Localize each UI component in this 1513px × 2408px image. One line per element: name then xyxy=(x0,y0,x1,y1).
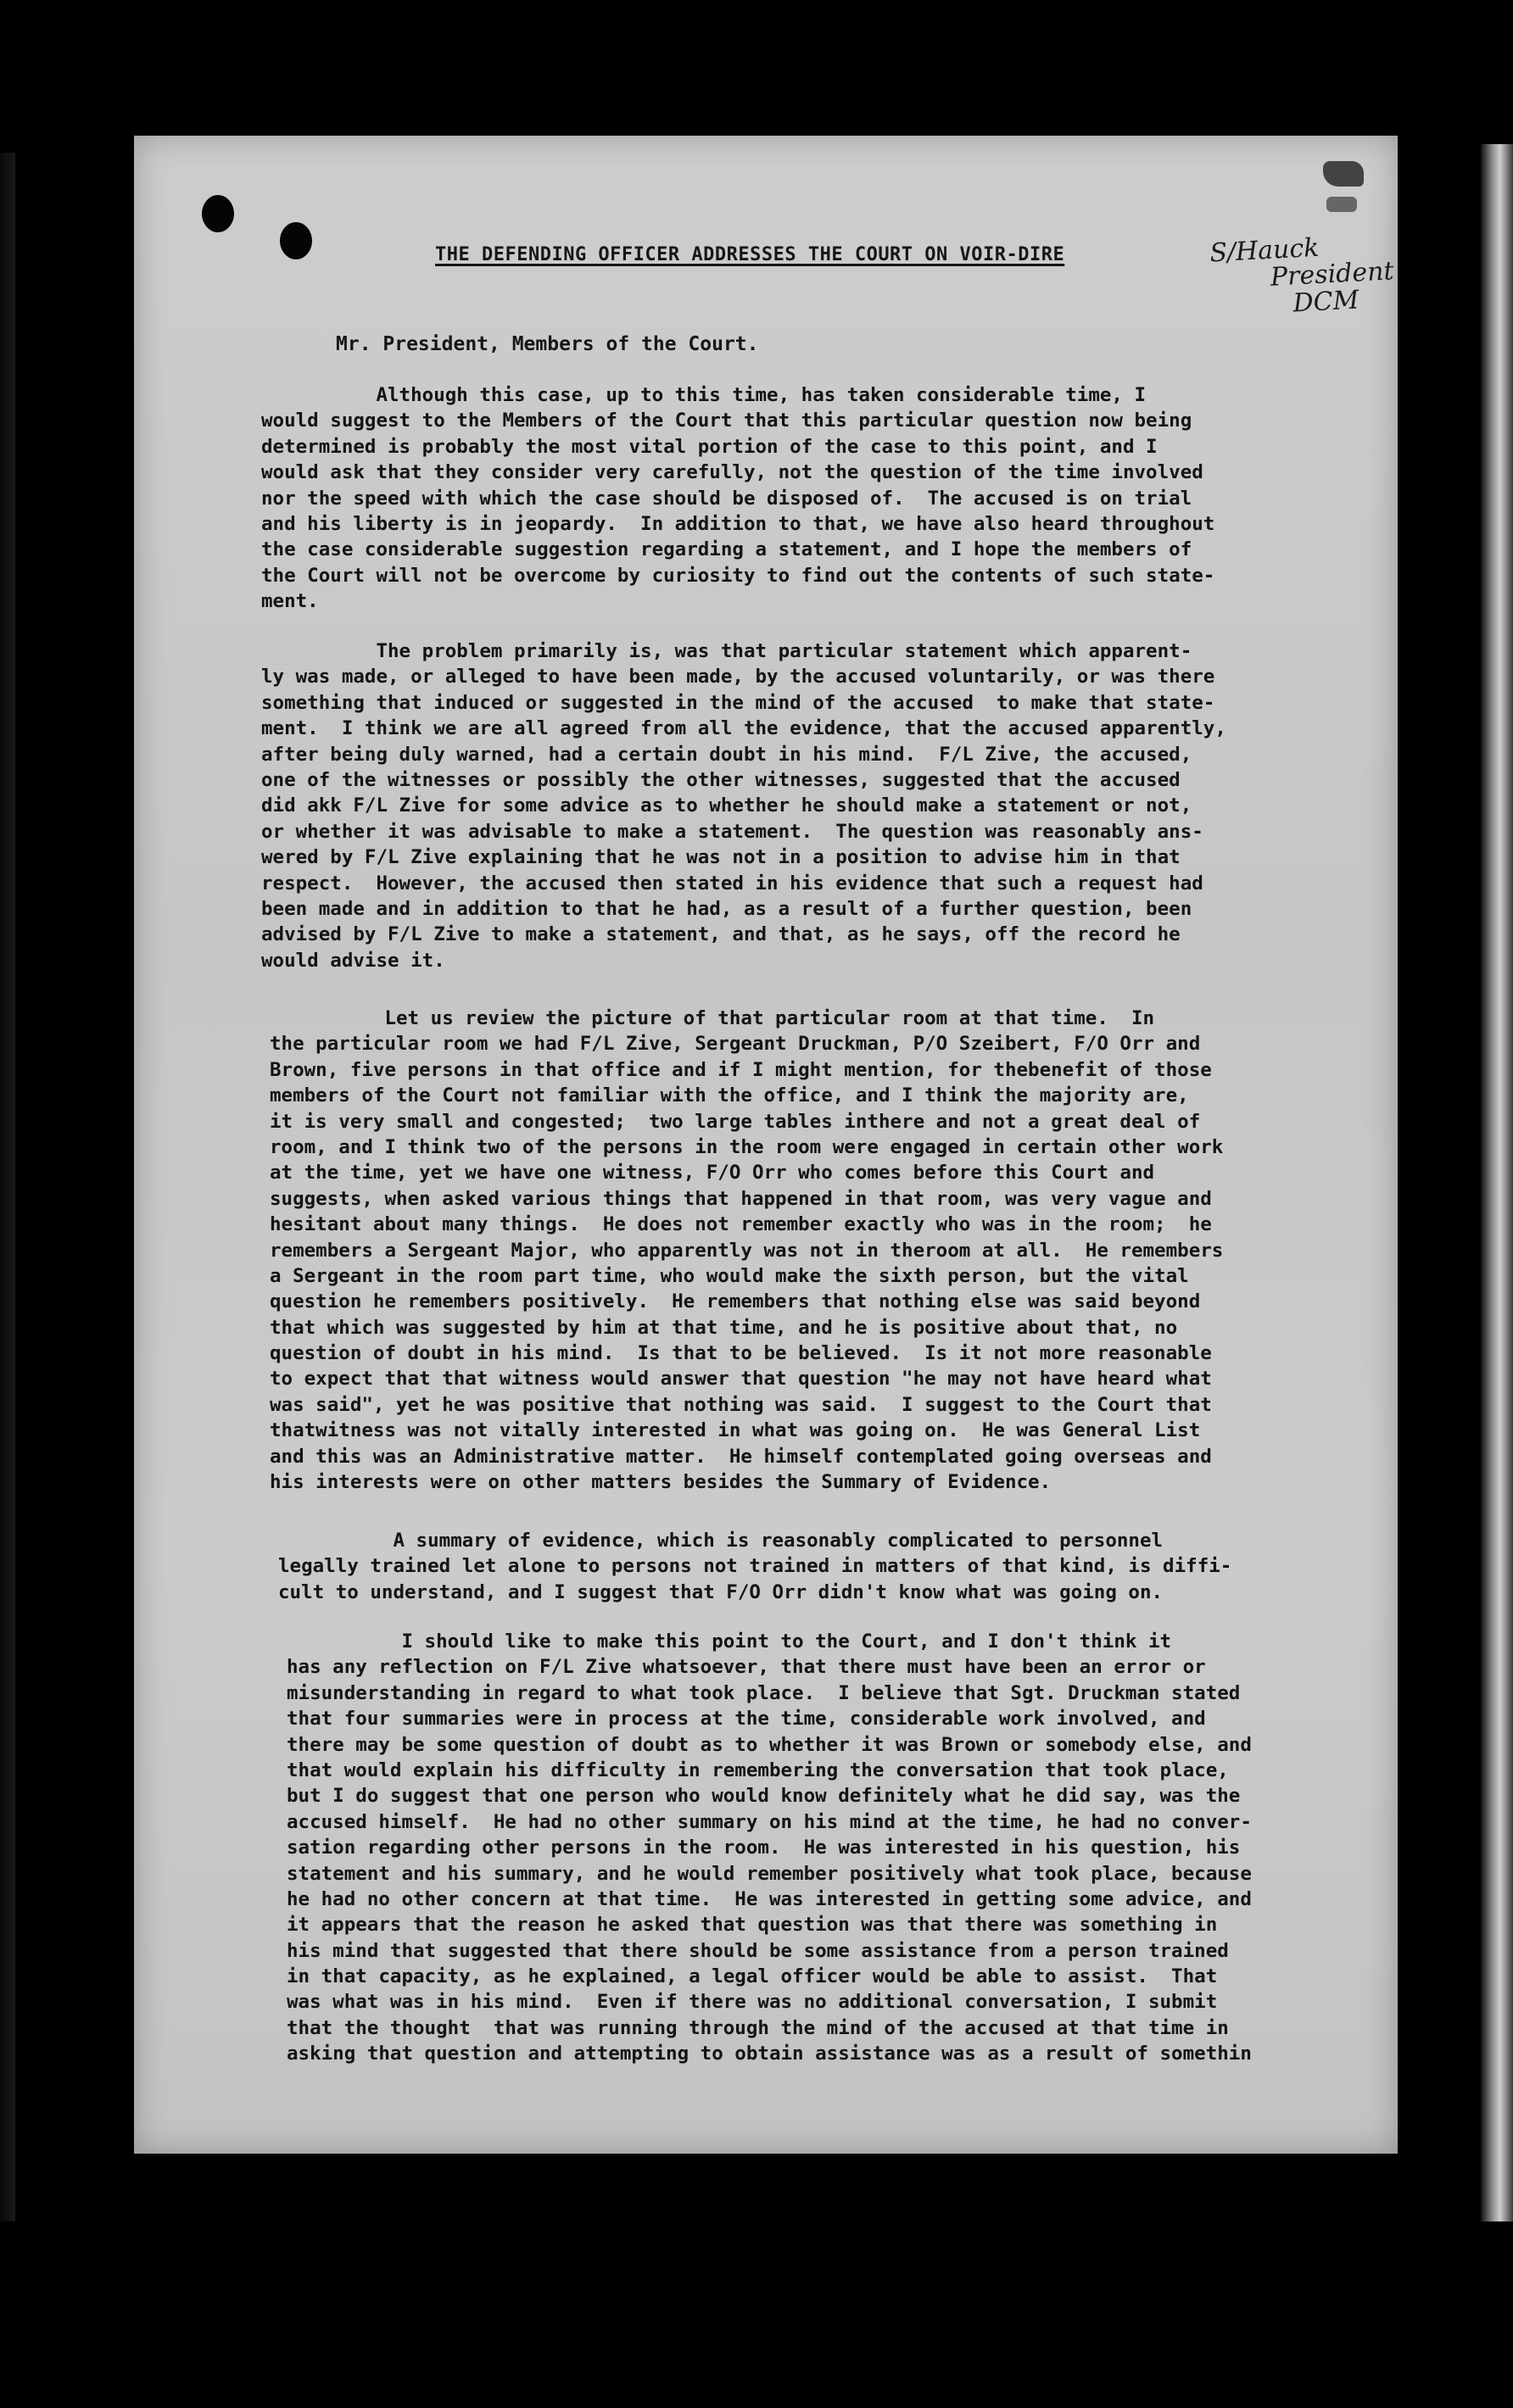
handwritten-line: President xyxy=(1270,256,1395,293)
text-line: asking that question and attempting to obtain assistance was as a result of somethin xyxy=(287,2043,1252,2065)
paragraph xyxy=(270,1006,1389,1495)
text-line: The problem primarily is, was that particular statement which apparent- xyxy=(261,640,1192,662)
handwritten-line: S/Hauck xyxy=(1209,232,1320,269)
punch-hole xyxy=(280,222,312,259)
text-line: Although this case, up to this time, has taken considerable time, I xyxy=(261,384,1147,406)
text-line: been made and in addition to that he had, as a result of a further question, been xyxy=(261,897,1192,920)
text-line: would ask that they consider very carefully, not the question of the time involved xyxy=(261,461,1203,484)
text-line: his interests were on other matters besides the Summary of Evidence. xyxy=(270,1471,1052,1494)
text-line: the Court will not be overcome by curiosity to find out the contents of such state- xyxy=(261,564,1215,587)
scan-edge-right xyxy=(1481,144,1513,2221)
text-line: at the time, yet we have one witness, F/O Orr who comes before this Court and xyxy=(270,1162,1155,1184)
text-line: his mind that suggested that there should be some assistance from a person trained xyxy=(287,1939,1229,1962)
text-line: remembers a Sergeant Major, who apparently was not in theroom at all. He remembers xyxy=(270,1239,1224,1262)
text-line: was said", yet he was positive that nothing was said. I suggest to the Court that xyxy=(270,1393,1212,1416)
text-line: something that induced or suggested in the mind of the accused to make that state- xyxy=(261,691,1215,714)
text-line: would advise it. xyxy=(261,949,445,972)
text-line: ment. I think we are all agreed from all the evidence, that the accused apparently, xyxy=(261,717,1226,740)
text-line: or whether it was advisable to make a statement. The question was reasonably ans- xyxy=(261,820,1203,843)
text-line: and this was an Administrative matter. He himself contemplated going overseas and xyxy=(270,1445,1212,1468)
text-line: it is very small and congested; two large tables inthere and not a great deal of xyxy=(270,1110,1201,1133)
text-line: to expect that that witness would answer that question "he may not have heard what xyxy=(270,1368,1212,1391)
text-line: in that capacity, as he explained, a legal officer would be able to assist. That xyxy=(287,1965,1218,1988)
text-line: members of the Court not familiar with the office, and I think the majority are, xyxy=(270,1084,1189,1107)
text-line: ment. xyxy=(261,590,319,613)
text-line: that four summaries were in process at the time, considerable work involved, and xyxy=(287,1708,1206,1731)
text-line: I should like to make this point to the Court, and I don't think it xyxy=(287,1630,1172,1653)
text-line: that which was suggested by him at that time, and he is positive about that, no xyxy=(270,1316,1178,1339)
text-line: it appears that the reason he asked that question was that there was something in xyxy=(287,1914,1218,1937)
text-line: and his liberty is in jeopardy. In addition to that, we have also heard throughout xyxy=(261,512,1215,535)
punch-hole xyxy=(202,195,234,232)
text-line: hesitant about many things. He does not remember exactly who was in the room; he xyxy=(270,1213,1212,1236)
text-line: ly was made, or alleged to have been made, by the accused voluntarily, or was there xyxy=(261,666,1215,688)
text-line: nor the speed with which the case should be disposed of. The accused is on trial xyxy=(261,487,1192,510)
salutation: Mr. President, Members of the Court. xyxy=(336,333,759,355)
text-line: was what was in his mind. Even if there was no additional conversation, I submit xyxy=(287,1991,1218,2014)
handwritten-annotation xyxy=(1209,231,1395,322)
text-line: that the thought that was running through the mind of the accused at that time in xyxy=(287,2016,1229,2039)
text-line: A summary of evidence, which is reasonably complicated to personnel xyxy=(278,1530,1164,1552)
text-line: suggests, when asked various things that happened in that room, was very vague and xyxy=(270,1187,1212,1210)
paragraph xyxy=(261,638,1381,973)
text-line: room, and I think two of the persons in the room were engaged in certain other work xyxy=(270,1135,1224,1158)
document-heading: THE DEFENDING OFFICER ADDRESSES THE COURT ON VOIR-DIRE xyxy=(435,244,1065,265)
document-page xyxy=(134,136,1398,2154)
text-line: accused himself. He had no other summary on his mind at the time, he had no conver- xyxy=(287,1810,1252,1833)
text-line: would suggest to the Members of the Court that this particular question now being xyxy=(261,410,1192,432)
text-line: one of the witnesses or possibly the other witnesses, suggested that the accused xyxy=(261,768,1181,791)
text-line: that would explain his difficulty in remembering the conversation that took place, xyxy=(287,1759,1229,1781)
paragraph xyxy=(287,1629,1406,2067)
paragraph xyxy=(261,382,1381,615)
text-line: sation regarding other persons in the room. He was interested in his question, his xyxy=(287,1837,1241,1859)
text-line: has any reflection on F/L Zive whatsoever, that there must have been an error or xyxy=(287,1656,1206,1679)
stamp-mark xyxy=(1326,197,1357,212)
text-line: after being duly warned, had a certain doubt in his mind. F/L Zive, the accused, xyxy=(261,743,1192,766)
text-line: thatwitness was not vitally interested in what was going on. He was General List xyxy=(270,1419,1201,1442)
text-line: determined is probably the most vital portion of the case to this point, and I xyxy=(261,435,1158,458)
text-line: the case considerable suggestion regarding a statement, and I hope the members of xyxy=(261,538,1192,561)
text-line: there may be some question of doubt as to whether it was Brown or somebody else, and xyxy=(287,1733,1252,1756)
text-line: cult to understand, and I suggest that F/O Orr didn't know what was going on. xyxy=(278,1580,1164,1603)
stamp-mark xyxy=(1323,161,1364,187)
text-line: but I do suggest that one person who would know definitely what he did say, was the xyxy=(287,1785,1241,1808)
paragraph xyxy=(278,1528,1398,1605)
text-line: wered by F/L Zive explaining that he was not in a position to advise him in that xyxy=(261,846,1181,869)
scan-edge-left xyxy=(0,153,15,2221)
text-line: he had no other concern at that time. He was interested in getting some advice, and xyxy=(287,1887,1252,1910)
text-line: Let us review the picture of that particular room at that time. In xyxy=(270,1007,1155,1029)
text-line: question of doubt in his mind. Is that to be believed. Is it not more reasonable xyxy=(270,1342,1212,1365)
text-line: question he remembers positively. He remembers that nothing else was said beyond xyxy=(270,1290,1201,1313)
text-line: legally trained let alone to persons not trained in matters of that kind, is diffi- xyxy=(278,1555,1232,1578)
text-line: a Sergeant in the room part time, who would make the sixth person, but the vital xyxy=(270,1264,1189,1287)
text-line: misunderstanding in regard to what took place. I believe that Sgt. Druckman stated xyxy=(287,1681,1241,1704)
text-line: respect. However, the accused then stated in his evidence that such a request had xyxy=(261,872,1203,895)
text-line: the particular room we had F/L Zive, Sergeant Druckman, P/O Szeibert, F/O Orr and xyxy=(270,1033,1201,1056)
handwritten-line: DCM xyxy=(1292,285,1360,319)
text-line: advised by F/L Zive to make a statement, and that, as he says, off the record he xyxy=(261,923,1181,946)
text-line: did akk F/L Zive for some advice as to whether he should make a statement or not, xyxy=(261,794,1192,817)
text-line: Brown, five persons in that office and if I might mention, for thebenefit of those xyxy=(270,1058,1212,1081)
text-line: statement and his summary, and he would remember positively what took place, because xyxy=(287,1862,1252,1885)
